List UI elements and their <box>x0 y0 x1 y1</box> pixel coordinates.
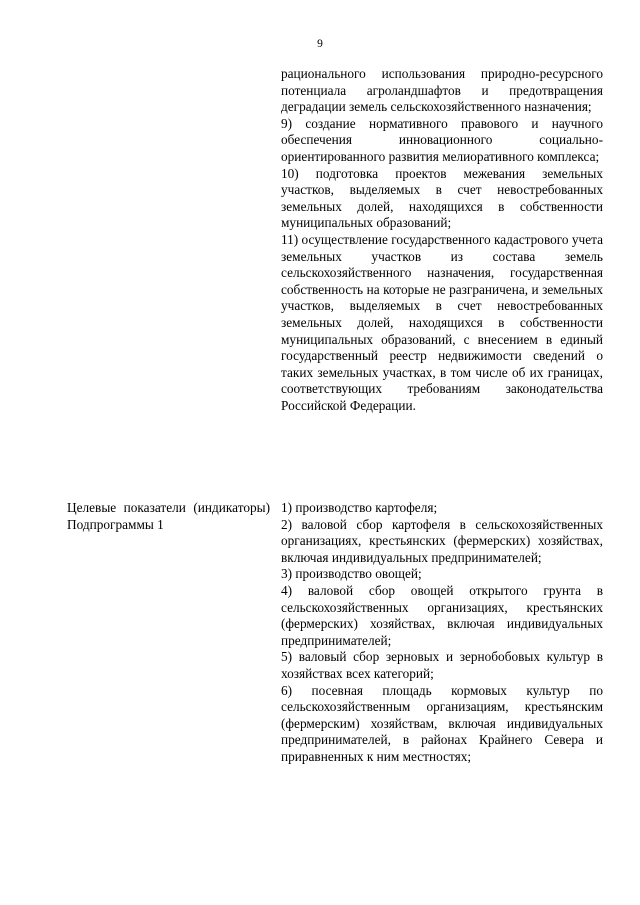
task-paragraph: 9) создание нормативного правового и научного обеспечения инновационного социально-ориентированного развития мелиоративного комплекса; <box>281 115 603 164</box>
indicators-list <box>281 500 603 766</box>
task-paragraph: 11) осуществление государственного кадастрового учета земельных участков из состава земель сельскохозяйственного назначения, государственная собственность на которые не разграничена, и земельных участков, выделяемых в счет невостребованных земельных долей, находящихся в собственности муниципальных образований, с внесением в единый государственный реестр недвижимости сведений о таких земельных участках, в том числе об их границах, соответствующих требованиям законодательства Российской Федерации. <box>281 231 603 413</box>
indicators-label: Целевые показатели (индикаторы) Подпрограммы 1 <box>67 500 270 532</box>
tasks-continued <box>281 66 603 414</box>
page-number: 9 <box>317 38 323 50</box>
indicator-item: 3) производство овощей; <box>281 566 422 582</box>
indicators-label-cell <box>67 500 270 533</box>
indicator-item: 4) валовой сбор овощей открытого грунта в сельскохозяйственных организациях, крестьянских (фермерских) хозяйствах, включая индивидуальных предпринимателей; <box>281 582 603 648</box>
indicator-item: 6) посевная площадь кормовых культур по сельскохозяйственным организациям, крестьянским (фермерским) хозяйствам, включая индивидуальных предпринимателей, в районах Крайнего Севера и приравненных к ним местностях; <box>281 682 603 764</box>
indicator-item: 5) валовый сбор зерновых и зернобобовых культур в хозяйствах всех категорий; <box>281 649 603 681</box>
indicator-item: 1) производство картофеля; <box>281 500 438 515</box>
task-paragraph: 10) подготовка проектов межевания земельных участков, выделяемых в счет невостребованных земельных долей, находящихся в собственности муниципальных образований; <box>281 165 603 231</box>
task-paragraph: рационального использования природно-ресурсного потенциала агроландшафтов и предотвращения деградации земель сельскохозяйственного назначения; <box>281 66 603 115</box>
indicator-item: 2) валовой сбор картофеля в сельскохозяйственных организациях, крестьянских (фермерских) хозяйствах, включая индивидуальных предпринимателей; <box>281 516 603 565</box>
